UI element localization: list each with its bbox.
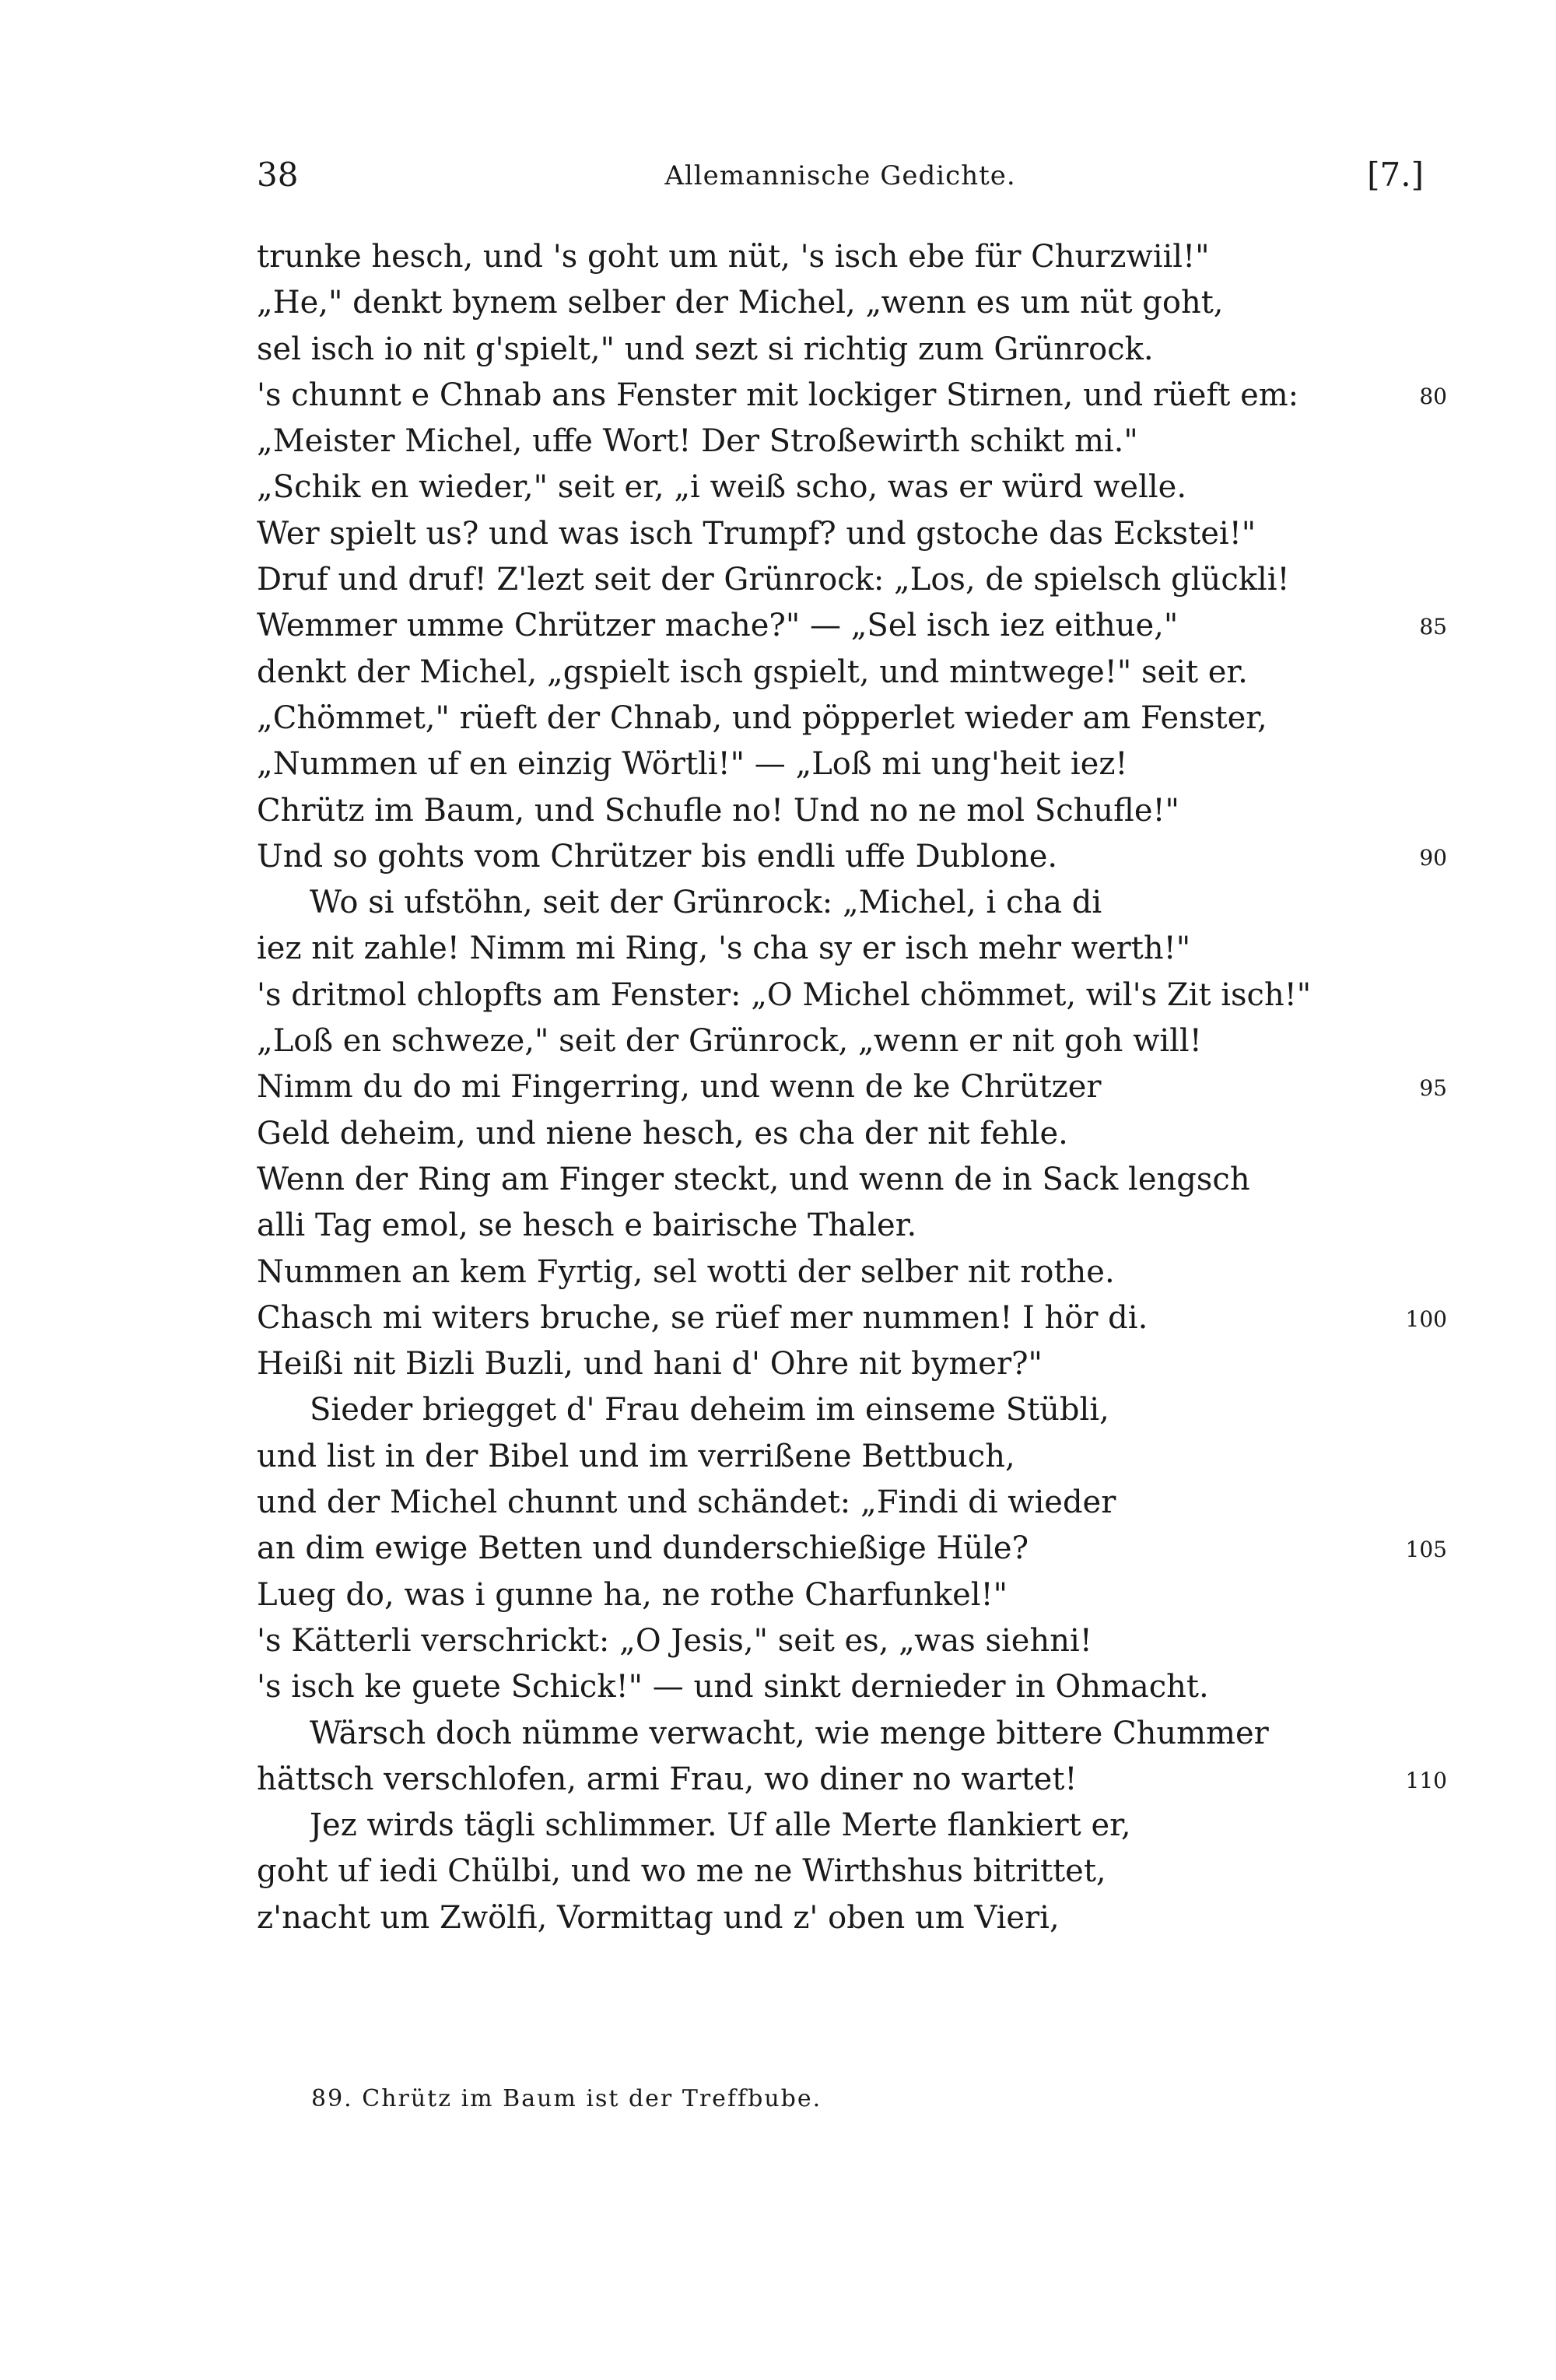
verse-line: [0, 695, 1556, 741]
verse-text: hättsch verschlofen, armi Frau, wo diner no wartet!: [257, 1761, 1078, 1797]
verse-line: [0, 1249, 1556, 1295]
verse-text: 's Kätterli verschrickt: „O Jesis," seit es, „was siehni!: [257, 1622, 1092, 1659]
verse-text: sel isch io nit g'spielt," und sezt si richtig zum Grünrock.: [257, 331, 1154, 367]
verse-text: 's chunnt e Chnab ans Fenster mit lockiger Stirnen, und rüeft em:: [257, 377, 1299, 413]
verse-line: [0, 741, 1556, 787]
verse-text: iez nit zahle! Nimm mi Ring, 's cha sy er isch mehr werth!": [257, 931, 1191, 967]
verse-line: [0, 925, 1556, 971]
verse-line: [0, 1018, 1556, 1064]
footnote: 89. Chrütz im Baum ist der Treffbube.: [311, 2085, 822, 2112]
verse-text: denkt der Michel, „gspielt isch gspielt, und mintwege!" seit er.: [257, 654, 1248, 690]
verse-line: [0, 1572, 1556, 1618]
verse-line: [0, 1386, 1556, 1432]
verse-line: [0, 1663, 1556, 1709]
verse-text: z'nacht um Zwölfi, Vormittag und z' oben um Vieri,: [257, 1899, 1060, 1936]
verse-text: „Schik en wieder," seit er, „i weiß scho, was er würd welle.: [257, 469, 1187, 506]
verse-text: 's isch ke guete Schick!" — und sinkt dernieder in Ohmacht.: [257, 1669, 1209, 1705]
signature-mark: [7.]: [1367, 156, 1424, 194]
verse-line: [0, 1064, 1556, 1109]
line-number: 100: [1405, 1306, 1447, 1332]
verse-text: 's dritmol chlopfts am Fenster: „O Michel chömmet, wil's Zit isch!": [257, 976, 1312, 1013]
verse-text: Wo si ufstöhn, seit der Grünrock: „Michel, i cha di: [310, 885, 1102, 921]
verse-text: und list in der Bibel und im verrißene Bettbuch,: [257, 1438, 1015, 1474]
verse-line: [0, 556, 1556, 602]
verse-line: [0, 464, 1556, 510]
verse-text: Heißi nit Bizli Buzli, und hani d' Ohre nit bymer?": [257, 1346, 1043, 1383]
verse-text: „Chömmet," rüeft der Chnab, und pöpperlet wieder am Fenster,: [257, 699, 1267, 736]
verse-text: alli Tag emol, se hesch e bairische Thaler.: [257, 1208, 917, 1244]
verse-text: Wer spielt us? und was isch Trumpf? und gstoche das Eckstei!": [257, 515, 1256, 552]
verse-line: [0, 372, 1556, 418]
verse-text: Lueg do, was i gunne ha, ne rothe Charfunkel!": [257, 1576, 1008, 1613]
verse-line: [0, 1479, 1556, 1525]
verse-line: [0, 1848, 1556, 1894]
line-number: 95: [1419, 1075, 1447, 1102]
verse-text: Nimm du do mi Fingerring, und wenn de ke Chrützer: [257, 1069, 1102, 1106]
line-number: 85: [1419, 614, 1447, 640]
verse-line: [0, 1895, 1556, 1940]
verse-line: [0, 972, 1556, 1018]
verse-text: Chasch mi witers bruche, se rüef mer nummen! I hör di.: [257, 1299, 1148, 1336]
verse-text: „Nummen uf en einzig Wörtli!" — „Loß mi ung'heit iez!: [257, 746, 1128, 783]
line-number: 80: [1419, 383, 1447, 409]
verse-text: trunke hesch, und 's goht um nüt, 's isch ebe für Churzwiil!": [257, 239, 1210, 275]
verse-line: [0, 787, 1556, 833]
verse-line: [0, 1802, 1556, 1848]
verse-text: Wemmer umme Chrützer mache?" — „Sel isch iez eithue,": [257, 608, 1179, 644]
verse-line: [0, 1341, 1556, 1386]
verse-line: [0, 1433, 1556, 1479]
verse-line: [0, 1756, 1556, 1802]
verse-text: Jez wirds tägli schlimmer. Uf alle Merte flankiert er,: [310, 1807, 1131, 1844]
page-header: [257, 156, 1424, 202]
verse-text: Geld deheim, und niene hesch, es cha der nit fehle.: [257, 1115, 1068, 1151]
line-number: 110: [1405, 1767, 1447, 1793]
verse-line: [0, 1710, 1556, 1756]
verse-text: Wärsch doch nümme verwacht, wie menge bittere Chummer: [310, 1715, 1269, 1751]
verse-line: [0, 1618, 1556, 1663]
verse-text: an dim ewige Betten und dunderschießige Hüle?: [257, 1530, 1029, 1567]
running-title: Allemannische Gedichte.: [664, 160, 1016, 191]
verse-line: [0, 1156, 1556, 1202]
verse-line: [0, 418, 1556, 464]
verse-line: [0, 879, 1556, 925]
verse-line: [0, 1295, 1556, 1341]
verse-text: goht uf iedi Chülbi, und wo me ne Wirthshus bitrittet,: [257, 1853, 1106, 1890]
verse-text: Chrütz im Baum, und Schufle no! Und no ne mol Schufle!": [257, 792, 1179, 829]
verse-line: [0, 1525, 1556, 1571]
verse-line: [0, 233, 1556, 279]
verse-text: „He," denkt bynem selber der Michel, „wenn es um nüt goht,: [257, 285, 1224, 321]
verse-text: Wenn der Ring am Finger steckt, und wenn de in Sack lengsch: [257, 1161, 1250, 1197]
verse-text: „Meister Michel, uffe Wort! Der Stroßewirth schikt mi.": [257, 423, 1138, 460]
verse-line: [0, 1110, 1556, 1156]
page-number: 38: [257, 156, 299, 194]
verse-line: [0, 279, 1556, 325]
line-number: 105: [1405, 1537, 1447, 1563]
verse-text: Sieder briegget d' Frau deheim im einseme Stübli,: [310, 1392, 1109, 1428]
verse-line: [0, 1202, 1556, 1248]
verse-text: und der Michel chunnt und schändet: „Findi di wieder: [257, 1484, 1116, 1521]
verse-line: [0, 833, 1556, 879]
verse-line: [0, 510, 1556, 556]
verse-text: „Loß en schweze," seit der Grünrock, „wenn er nit goh will!: [257, 1023, 1202, 1060]
verse-line: [0, 649, 1556, 695]
verse-text: Und so gohts vom Chrützer bis endli uffe Dublone.: [257, 838, 1058, 875]
verse-line: [0, 602, 1556, 648]
verse-block: [0, 233, 1556, 1940]
verse-text: Druf und druf! Z'lezt seit der Grünrock: „Los, de spielsch glückli!: [257, 562, 1290, 598]
verse-line: [0, 326, 1556, 372]
line-number: 90: [1419, 844, 1447, 871]
verse-text: Nummen an kem Fyrtig, sel wotti der selber nit rothe.: [257, 1253, 1115, 1290]
